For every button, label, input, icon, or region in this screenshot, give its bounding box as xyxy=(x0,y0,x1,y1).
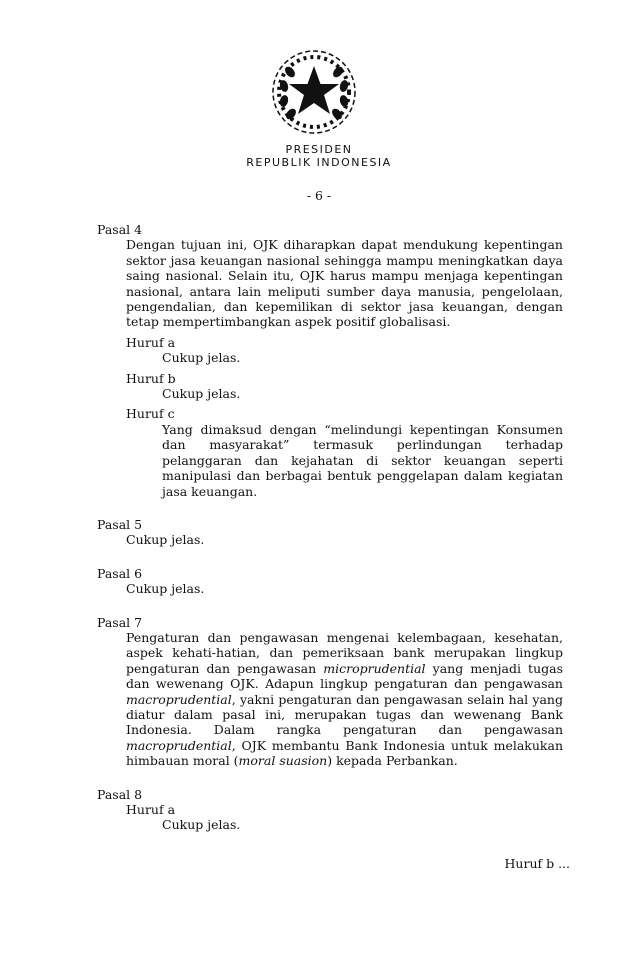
pasal-4-huruf-a-label: Huruf a xyxy=(126,334,176,350)
pasal-4-huruf-b-text: Cukup jelas. xyxy=(162,386,241,402)
pasal-7-seg7: , OJK membantu Bank Indonesia untuk melakukan himbauan moral ( xyxy=(126,737,563,769)
pasal-7-title: Pasal 7 xyxy=(97,614,143,630)
pasal-4-huruf-c-text: Yang dimaksud dengan “melindungi kepentingan Konsumen dan masyarakat” termasuk perlindungan terhadap pelanggaran dan kejahatan di sektor keuangan seperti manipulasi dan berbagai bentuk penggelapan dalam kegiatan jasa keuangan. xyxy=(162,421,563,499)
pasal-4-huruf-a-text: Cukup jelas. xyxy=(162,350,241,366)
pasal-8-huruf-a-text: Cukup jelas. xyxy=(162,817,241,833)
garuda-emblem-icon xyxy=(270,48,358,136)
pasal-4-huruf-c-label: Huruf c xyxy=(126,406,175,422)
pasal-7-term-macroprudential-2: macroprudential xyxy=(126,737,232,753)
pasal-7-seg1: Pengaturan dan pengawasan mengenai kelembagaan, kesehatan, aspek kehati-hatian, dan pemeriksaan bank merupakan lingkup pengaturan dan pengawasan xyxy=(126,629,563,676)
next-page-reference: Huruf b ... xyxy=(504,856,570,871)
pasal-7-term-microprudential: microprudential xyxy=(323,660,426,676)
document-body xyxy=(97,222,563,833)
pasal-4-text: Dengan tujuan ini, OJK diharapkan dapat mendukung kepentingan sektor jasa keuangan nasional sehingga mampu meningkatkan daya saing nasional. Selain itu, OJK harus mampu menjaga kepentingan nasional, antara lain meliputi sumber daya manusia, pengelolaan, pengendalian, dan kepemilikan di sektor jasa keuangan, dengan tetap mempertimbangkan aspek positif globalisasi. xyxy=(126,237,563,330)
pasal-6-title: Pasal 6 xyxy=(97,565,143,581)
pasal-5-title: Pasal 5 xyxy=(97,516,143,532)
pasal-8-title: Pasal 8 xyxy=(97,786,143,802)
pasal-7-term-macroprudential-1: macroprudential xyxy=(126,691,232,707)
pasal-6-text: Cukup jelas. xyxy=(126,581,205,597)
pasal-7-text xyxy=(126,630,563,769)
pasal-5-text: Cukup jelas. xyxy=(126,532,205,548)
header-presiden: PRESIDEN xyxy=(285,143,353,156)
pasal-7-term-moral-suasion: moral suasion xyxy=(238,753,328,769)
pasal-7-seg3: yang menjadi tugas dan wewenang OJK. Adapun lingkup pengaturan dan pengawasan xyxy=(126,660,564,692)
pasal-8-huruf-a-label: Huruf a xyxy=(126,802,176,817)
page-number: - 6 - xyxy=(306,188,332,203)
pasal-7-seg5: , yakni pengaturan dan pengawasan selain hal yang diatur dalam pasal ini, merupakan tugas dan wewenang Bank Indonesia. Dalam rangka pengaturan dan pengawasan xyxy=(126,691,563,738)
pasal-4-huruf-b-label: Huruf b xyxy=(126,370,176,386)
header-republik-indonesia: REPUBLIK INDONESIA xyxy=(246,156,392,169)
pasal-7-seg9: ) kepada Perbankan. xyxy=(327,753,458,769)
pasal-4-title: Pasal 4 xyxy=(97,222,143,237)
